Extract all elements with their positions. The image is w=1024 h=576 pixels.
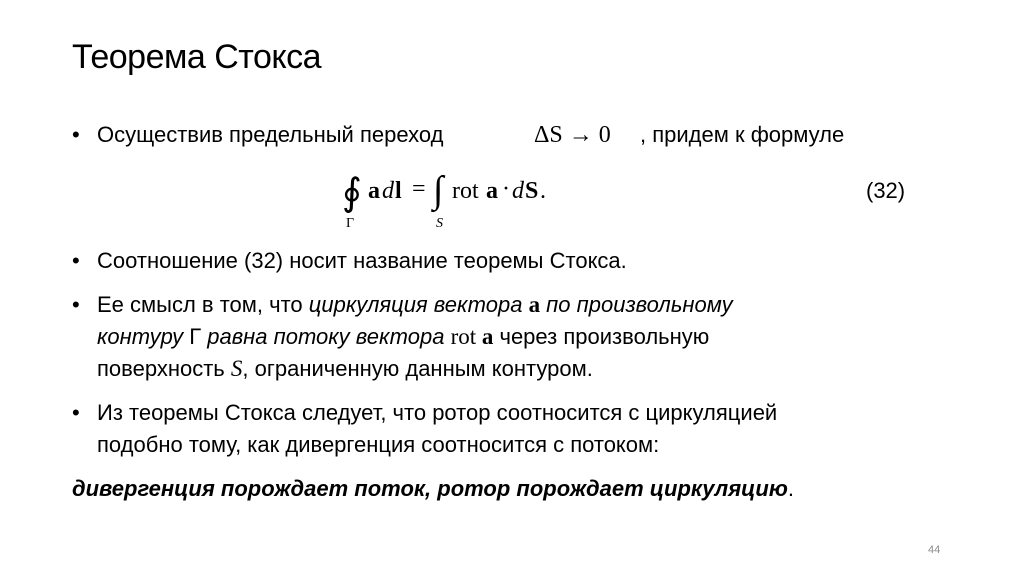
bullet-marker: • (72, 400, 80, 425)
formula-dot: · (502, 176, 510, 202)
b3-plain-3: поверхность (97, 356, 231, 381)
bullet-3-line-1 (97, 290, 733, 320)
formula-vector-a: a (368, 178, 380, 204)
bullet-4-line-1: Из теоремы Стокса следует, что ротор соотносится с циркуляцией (97, 400, 778, 425)
bullet-2-text: Соотношение (32) носит название теоремы Стокса. (97, 248, 627, 273)
bullet-3-line-3 (97, 354, 593, 384)
formula-vector-l: l (395, 178, 402, 204)
b3-italic-2: по произвольному (540, 292, 733, 317)
bullet-marker: • (72, 292, 80, 317)
slide-title: Теорема Стокса (72, 38, 322, 76)
conclusion-text: дивергенция порождает поток, ротор порождает циркуляцию (72, 476, 788, 501)
equation-number: (32) (866, 178, 906, 203)
limit-formula: ΔS → 0 (534, 122, 611, 148)
b3-vector-a: a (528, 292, 541, 317)
b3-vector-a2: a (481, 324, 494, 349)
bullet-3-line-2 (97, 322, 709, 352)
formula-vector-a2: a (486, 178, 498, 204)
b3-plain-2: через произвольную (493, 324, 710, 349)
formula-d2: d (512, 178, 524, 204)
bullet-1-tail: , придем к формуле (640, 122, 845, 147)
b3-plain-1: Ее смысл в том, что (97, 292, 309, 317)
b3-rot: rot (450, 324, 482, 349)
surface-integral-sign: ∫ (433, 169, 444, 211)
conclusion-period: . (787, 476, 794, 501)
surface-s-subscript: S (436, 216, 443, 231)
bullet-1-text: Осуществив предельный переход (97, 122, 444, 147)
formula-period: . (540, 178, 546, 204)
stokes-formula (340, 168, 580, 238)
formula-d: d (382, 178, 394, 204)
b3-italic-3: контуру (97, 324, 184, 349)
b3-italic-1: циркуляция вектора (308, 292, 529, 317)
b3-italic-4: равна потоку вектора (207, 324, 451, 349)
conclusion-line (72, 474, 794, 504)
formula-equals: = (412, 176, 426, 202)
bullet-4-line-2: подобно тому, как дивергенция соотносится с потоком: (97, 432, 660, 457)
page-number: 44 (928, 544, 941, 556)
formula-rot: rot (452, 178, 479, 204)
contour-gamma-subscript: Γ (346, 216, 355, 231)
formula-vector-S: S (525, 178, 539, 204)
bullet-marker: • (72, 248, 80, 273)
b3-surface-S: S (230, 356, 243, 381)
b3-plain-4: , ограниченную данным контуром. (242, 356, 593, 381)
b3-gamma: Г (183, 324, 208, 349)
contour-integral-sign: ∮ (342, 172, 362, 214)
bullet-marker: • (72, 122, 80, 147)
